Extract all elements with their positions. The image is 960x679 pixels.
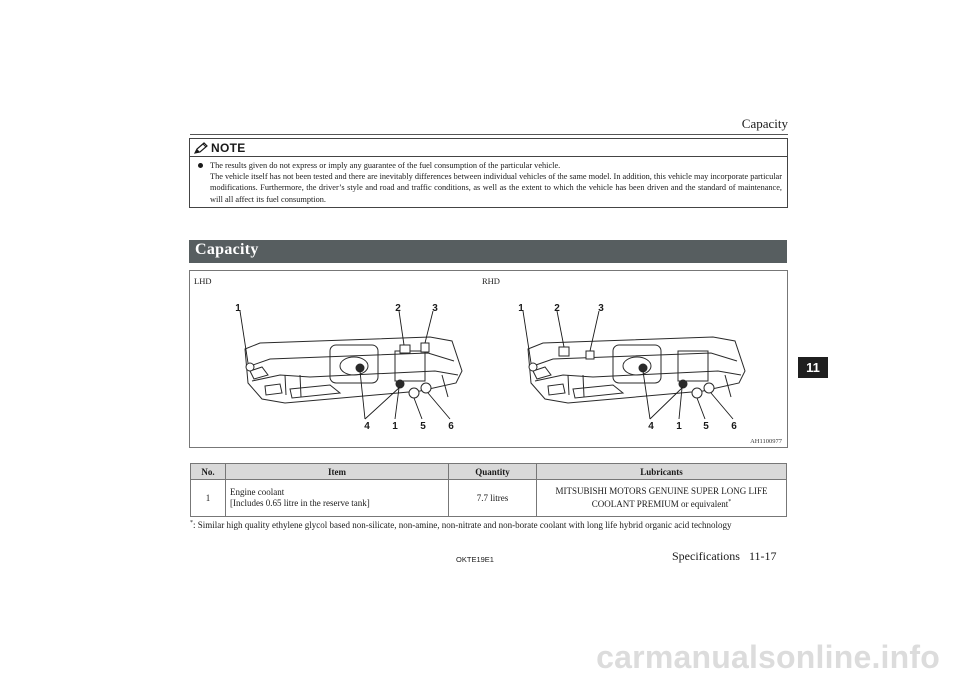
note-label: NOTE xyxy=(211,141,246,155)
callout-rhd-3: 3 xyxy=(598,303,604,314)
engine-illustration xyxy=(190,271,787,447)
figure-label-rhd: RHD xyxy=(482,276,500,286)
callout-rhd-2: 2 xyxy=(554,303,560,314)
document-code: OKTE19E1 xyxy=(456,555,494,564)
footnote-asterisk: * xyxy=(190,520,193,526)
leader-lines-rhd xyxy=(523,311,733,419)
note-divider xyxy=(190,156,787,157)
callout-lhd-4: 4 xyxy=(364,421,370,432)
row-lubricant xyxy=(537,480,787,517)
callout-rhd-5: 5 xyxy=(703,421,709,432)
lubricant-line-2-text: COOLANT PREMIUM or equivalent xyxy=(591,499,729,509)
callout-lhd-3: 3 xyxy=(432,303,438,314)
figure-label-lhd: LHD xyxy=(194,276,212,286)
column-header-lubricants: Lubricants xyxy=(537,464,787,480)
lubricant-line-1: MITSUBISHI MOTORS GENUINE SUPER LONG LIFE xyxy=(555,486,768,496)
note-text-line-2: The vehicle itself has not been tested and there are inevitably differences between individual vehicles of the same model. In addition, this vehicle may incorporate particular modifications. Furthermore, the driver’s style and road and traffic conditions, as well as the extent to which the vehicle has been driven and the standard of maintenance, will all affect its fuel consumption. xyxy=(210,172,782,204)
section-title: Capacity xyxy=(195,241,259,258)
engine-drawing-lhd xyxy=(245,337,462,403)
page-number: 11-17 xyxy=(749,549,777,563)
callout-rhd-1: 1 xyxy=(518,303,524,314)
callout-rhd-1b: 1 xyxy=(676,421,682,432)
note-text-line-1: The results given do not express or imply any guarantee of the fuel consumption of the particular vehicle. xyxy=(210,161,561,170)
callout-lhd-1b: 1 xyxy=(392,421,398,432)
column-header-quantity: Quantity xyxy=(449,464,537,480)
callout-lhd-2: 2 xyxy=(395,303,401,314)
capacity-table xyxy=(190,463,787,517)
footnote xyxy=(190,517,787,532)
footnote-mark: * xyxy=(728,499,732,505)
note-pencil-icon xyxy=(194,142,208,154)
table-row xyxy=(191,480,787,517)
note-box xyxy=(189,138,788,208)
footnote-text: : Similar high quality ethylene glycol based non-silicate, non-amine, non-nitrate and non-borate coolant with long life hybrid organic acid technology xyxy=(193,520,732,530)
item-name: Engine coolant xyxy=(230,487,285,497)
column-header-item: Item xyxy=(226,464,449,480)
callout-lhd-5: 5 xyxy=(420,421,426,432)
callout-lhd-1: 1 xyxy=(235,303,241,314)
bullet-icon xyxy=(198,163,203,168)
figure-id: AH1100977 xyxy=(750,438,782,445)
watermark: carmanualsonline.info xyxy=(596,639,940,675)
running-head-title: Capacity xyxy=(741,116,788,131)
row-number: 1 xyxy=(191,480,226,517)
section-banner xyxy=(189,240,787,263)
note-body xyxy=(198,160,782,205)
footer-section-name: Specifications xyxy=(672,549,740,563)
engine-figure xyxy=(189,270,788,448)
row-quantity: 7.7 litres xyxy=(449,480,537,517)
callout-rhd-4: 4 xyxy=(648,421,654,432)
column-header-no: No. xyxy=(191,464,226,480)
callout-lhd-6: 6 xyxy=(448,421,454,432)
leader-lines-lhd xyxy=(240,311,450,419)
item-detail: [Includes 0.65 litre in the reserve tank] xyxy=(230,498,370,508)
chapter-tab: 11 xyxy=(798,357,828,378)
callout-rhd-6: 6 xyxy=(731,421,737,432)
lubricant-line-2 xyxy=(541,497,782,510)
note-header xyxy=(194,141,246,155)
row-item xyxy=(226,480,449,517)
engine-drawing-rhd xyxy=(528,337,745,403)
header-rule xyxy=(190,134,788,135)
table-header-row xyxy=(191,464,787,480)
